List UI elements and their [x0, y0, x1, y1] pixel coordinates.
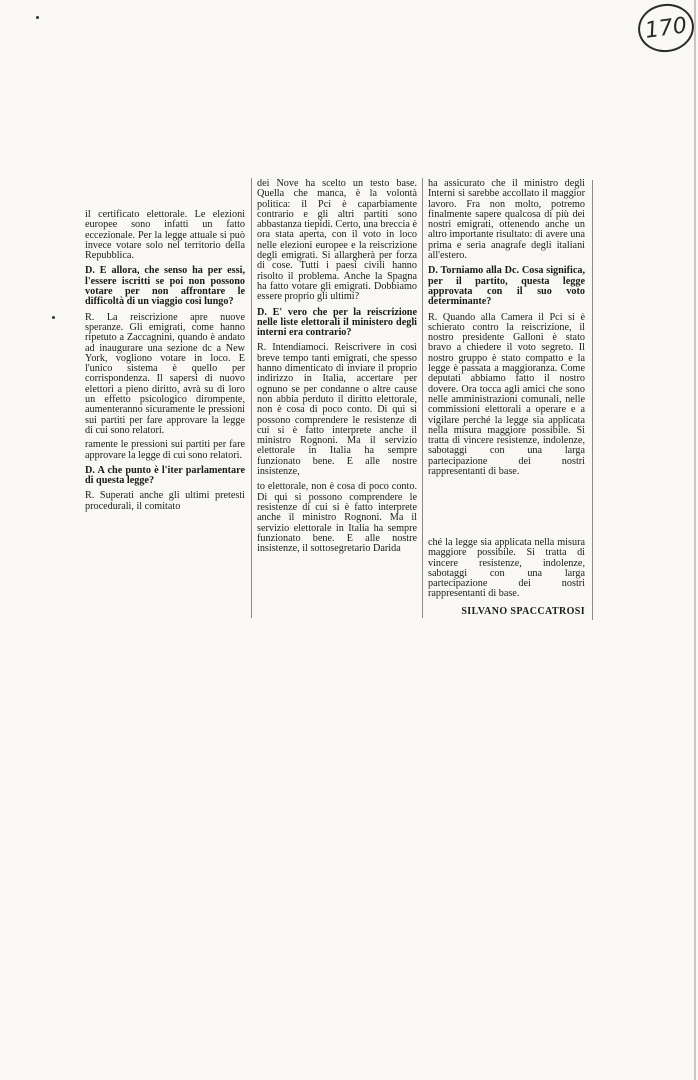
paragraph: ha assicurato che il ministro degli Interni si sarebbe accollato il maggior lavoro. Fra non molto, potremo finalmente sapere qualcosa di più dei nostri emigrati, ottenendo anche un altro importante risultato: di avere una prima e seria anagrafe degli italiani all'estero. [428, 178, 585, 262]
speck [52, 316, 55, 319]
column-divider [422, 178, 423, 618]
paragraph-duplicate: ché la legge sia applicata nella misura maggiore possibile. Si tratta di vincere resistenze, indolenze, sabotaggi con una larga partecipazione dei nostri rappresentanti di base. [428, 537, 585, 600]
paragraph: R. Intendiamoci. Reiscrivere in così breve tempo tanti emigrati, che spesso hanno dimenticato di inviare il proprio indirizzo in Italia, accertare per ognuno se per condanne o altre cause non abbia perduto il diritto elettorale, non è cosa di poco conto. Di qui si possono comprendere le resistenze di cui si è fatto interprete anche il ministro Rognoni. Ma il servizio elettorale in Italia ha sempre funzionato bene. E alle nostre insistenze, [257, 342, 417, 478]
page-edge [694, 0, 696, 1080]
stamp-number: 170 [643, 12, 689, 44]
page-number-stamp [635, 0, 697, 55]
paragraph-duplicate: to elettorale, non è cosa di poco conto. Di qui si possono comprendere le resistenze di cui si è fatto interprete anche il ministro Rognoni. Ma il servizio elettorale in Italia ha sempre funzionato bene. E alle nostre insistenze, il sottosegretario Darida [257, 481, 417, 555]
paragraph: il certificato elettorale. Le elezioni europee sono infatti un fatto eccezionale. Per la legge attuale si può invece votare solo nel territorio della Repubblica. [85, 209, 245, 262]
question: D. A che punto è l'iter parlamentare di questa legge? [85, 464, 245, 487]
article-column-3-duplicate [428, 538, 585, 600]
speck [36, 16, 39, 19]
paragraph-duplicate: ramente le pressioni sui partiti per fare approvare la legge di cui sono relatori. [85, 439, 245, 461]
paragraph: R. La reiscrizione apre nuove speranze. Gli emigrati, come hanno ripetuto a Zaccagnini, quando è andato ad inaugurare una sezione dc a New York, vogliono votare in loco. E l'unico sistema è quello per corrispondenza. Il sapersi di nuovo elettori a pieno diritto, avrà su di loro un effetto psicologico dirompente, aumenteranno sicuramente le pressioni sui partiti per fare approvare la legge di cui sono relatori. [85, 311, 245, 436]
author-signature: SILVANO SPACCATROSI [461, 606, 585, 617]
column-divider [592, 180, 593, 620]
question: D. Torniamo alla Dc. Cosa significa, per il partito, questa legge approvata con il suo voto determinante? [428, 265, 585, 308]
question: D. E' vero che per la reiscrizione nelle liste elettorali il ministero degli interni era contrario? [257, 306, 417, 339]
column-divider [251, 178, 252, 618]
article-column-2 [257, 179, 417, 554]
paragraph: R. Quando alla Camera il Pci si è schierato contro la reiscrizione, il nostro presidente Galloni è stato bravo a chiedere il voto segreto. Il nostro gruppo è stato compatto e la legge è passata a maggioranza. Come deputati abbiamo fatto il nostro dovere. Ora tocca agli amici che sono nelle amministrazioni comunali, nelle commissioni elettorali a operare e a vigilare perché la legge sia applicata nella misura maggiore possibile. Si tratta di vincere resistenze, indolenze, sabotaggi con una larga partecipazione dei nostri rappresentanti di base. [428, 311, 585, 478]
question: D. E allora, che senso ha per essi, l'essere iscritti se poi non possono votare per non affrontare le difficoltà di un viaggio così lungo? [85, 265, 245, 308]
paragraph: R. Superati anche gli ultimi pretesti procedurali, il comitato [85, 490, 245, 512]
article-column-1 [85, 210, 245, 512]
article-column-3 [428, 179, 585, 477]
paragraph: dei Nove ha scelto un testo base. Quella che manca, è la volontà politica: il Pci è caparbiamente contrario e gli altri partiti sono abbastanza tiepidi. Certo, una breccia è ora stata aperta, con il voto in loco nelle elezioni europee e la reiscrizione degli emigrati. Si allargherà per forza di cose. Tutti i paesi civili hanno risolto il problema. Anche la Spagna ha fatto votare gli emigrati. Dobbiamo essere proprio gli ultimi? [257, 178, 417, 303]
